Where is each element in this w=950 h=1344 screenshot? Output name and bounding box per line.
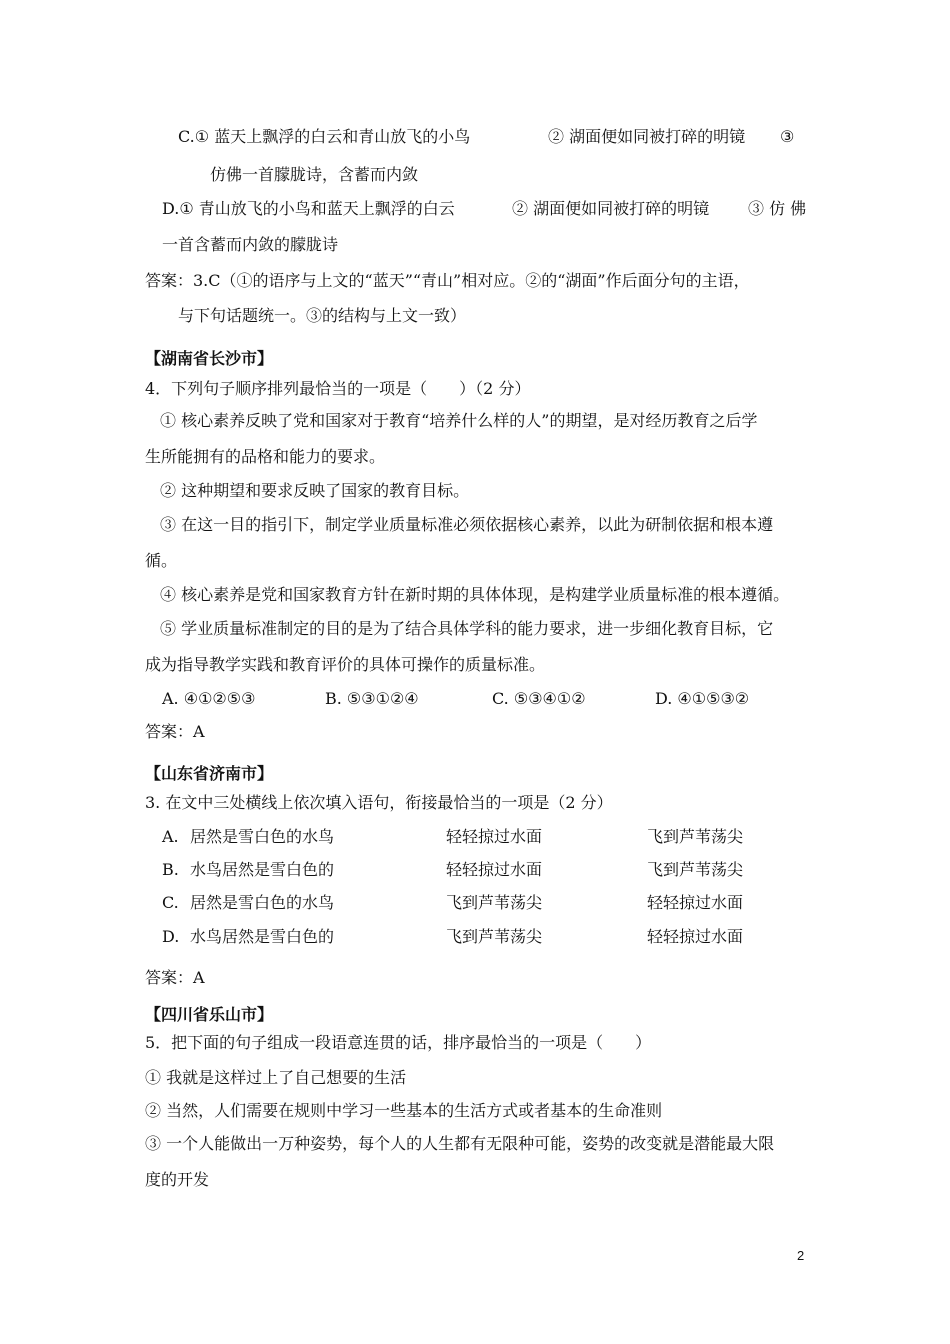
heading-leshan: 【四川省乐山市】: [145, 1005, 274, 1024]
row-d-label: D.: [162, 927, 180, 946]
row-c-col1: 居然是雪白色的水鸟: [190, 893, 335, 912]
sentence-3b: 循。: [145, 551, 178, 570]
leshan-sentence-3b: 度的开发: [145, 1170, 210, 1189]
option-b: B. ⑤③①②④: [325, 689, 419, 708]
row-a-col2: 轻轻掠过水面: [446, 827, 543, 846]
answer-3-jinan: 答案：A: [145, 968, 205, 987]
option-c-part3: ③: [780, 127, 795, 146]
question-3-jinan: 3. 在文中三处横线上依次填入语句，衔接最恰当的一项是（2 分）: [145, 793, 613, 812]
row-d-col3: 轻轻掠过水面: [647, 927, 744, 946]
row-a-col1: 居然是雪白色的水鸟: [190, 827, 335, 846]
sentence-5b: 成为指导教学实践和教育评价的具体可操作的质量标准。: [145, 655, 546, 674]
option-d-part2: ② 湖面便如同被打碎的明镜: [512, 199, 710, 218]
sentence-1a: ① 核心素养反映了党和国家对于教育“培养什么样的人”的期望，是对经历教育之后学: [160, 411, 758, 430]
row-c-col3: 轻轻掠过水面: [647, 893, 744, 912]
leshan-sentence-1: ① 我就是这样过上了自己想要的生活: [145, 1068, 407, 1087]
row-b-label: B.: [162, 860, 179, 879]
sentence-3a: ③ 在这一目的指引下，制定学业质量标准必须依据核心素养，以此为研制依据和根本遵: [160, 515, 774, 534]
heading-changsha: 【湖南省长沙市】: [145, 349, 274, 368]
option-d-part1: D.① 青山放飞的小鸟和蓝天上飘浮的白云: [162, 199, 455, 218]
sentence-2: ② 这种期望和要求反映了国家的教育目标。: [160, 481, 470, 500]
answer-3-line1: 答案：3.C（①的语序与上文的“蓝天”“青山”相对应。②的“湖面”作后面分句的主语，: [145, 271, 750, 290]
leshan-sentence-3a: ③ 一个人能做出一万种姿势，每个人的人生都有无限种可能，姿势的改变就是潜能最大限: [145, 1134, 775, 1153]
question-4: 4．下列句子顺序排列最恰当的一项是（ ）（2 分）: [145, 379, 531, 398]
answer-4: 答案：A: [145, 722, 205, 741]
option-d-part3: ③ 仿 佛: [748, 199, 807, 218]
sentence-4: ④ 核心素养是党和国家教育方针在新时期的具体体现，是构建学业质量标准的根本遵循。: [160, 585, 790, 604]
option-a: A. ④①②⑤③: [162, 689, 256, 708]
row-b-col1: 水鸟居然是雪白色的: [190, 860, 335, 879]
row-c-col2: 飞到芦苇荡尖: [446, 893, 543, 912]
answer-3-line2: 与下句话题统一。③的结构与上文一致）: [178, 306, 467, 325]
leshan-sentence-2: ② 当然，人们需要在规则中学习一些基本的生活方式或者基本的生命准则: [145, 1101, 663, 1120]
row-b-col2: 轻轻掠过水面: [446, 860, 543, 879]
sentence-1b: 生所能拥有的品格和能力的要求。: [145, 447, 386, 466]
question-5: 5．把下面的句子组成一段语意连贯的话，排序最恰当的一项是（ ）: [145, 1033, 652, 1052]
sentence-5a: ⑤ 学业质量标准制定的目的是为了结合具体学科的能力要求，进一步细化教育目标，它: [160, 619, 774, 638]
option-d: D. ④①⑤③②: [655, 689, 750, 708]
option-c-continued: 仿佛一首朦胧诗，含蓄而内敛: [210, 165, 419, 184]
row-a-col3: 飞到芦苇荡尖: [647, 827, 744, 846]
row-a-label: A.: [162, 827, 179, 846]
option-d-continued: 一首含蓄而内敛的朦胧诗: [162, 235, 339, 254]
heading-jinan: 【山东省济南市】: [145, 764, 274, 783]
option-c: C. ⑤③④①②: [492, 689, 586, 708]
option-c-part2: ② 湖面便如同被打碎的明镜: [548, 127, 746, 146]
row-b-col3: 飞到芦苇荡尖: [647, 860, 744, 879]
row-d-col1: 水鸟居然是雪白色的: [190, 927, 335, 946]
row-d-col2: 飞到芦苇荡尖: [446, 927, 543, 946]
option-c-part1: C.① 蓝天上飘浮的白云和青山放飞的小鸟: [178, 127, 471, 146]
row-c-label: C.: [162, 893, 179, 912]
page-number: 2: [797, 1248, 805, 1263]
